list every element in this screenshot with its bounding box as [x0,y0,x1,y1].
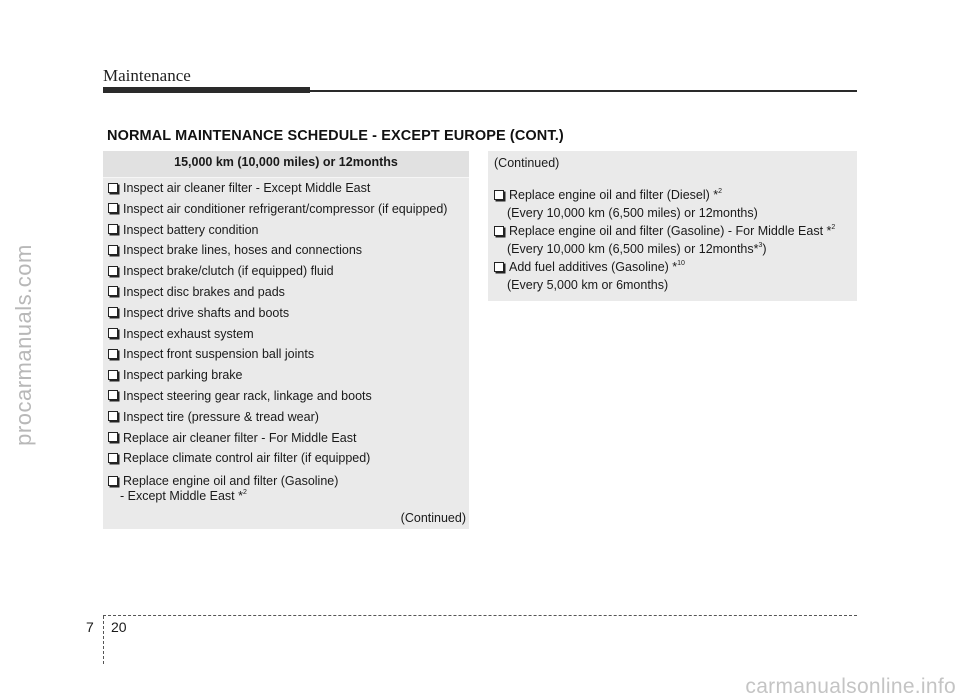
header-rule-thick [103,87,310,93]
checkbox-icon [108,286,118,296]
checklist-item [108,285,469,306]
section-title: NORMAL MAINTENANCE SCHEDULE - EXCEPT EUROPE (CONT.) [107,128,564,144]
checklist-item-text: Inspect air conditioner refrigerant/compressor (if equipped) [123,201,448,216]
checklist-item-text: Inspect disc brakes and pads [123,284,285,299]
checklist-item-text: Inspect steering gear rack, linkage and boots [123,388,372,403]
continued-heading: (Continued) [494,156,560,170]
checklist-item [108,431,469,452]
checklist-item [108,327,469,348]
watermark-brand: carmanualsonline.info [745,675,956,698]
checklist-item-text: Inspect brake/clutch (if equipped) fluid [123,264,334,279]
right-checklist [488,176,857,294]
checkbox-icon [108,245,118,255]
checkbox-icon [108,432,118,442]
watermark-side [0,0,48,700]
footer-rule [103,615,857,616]
checklist-item [108,223,469,244]
subtext: (Every 10,000 km (6,500 miles) or 12months) [507,205,758,220]
checkbox-icon [108,183,118,193]
header-title: Maintenance [103,66,191,85]
checkbox-icon [108,411,118,421]
checkbox-icon [494,190,504,200]
checklist-item-subtext [108,489,469,504]
checkbox-icon [494,262,504,272]
subtext: (Every 5,000 km or 6months) [507,277,669,292]
checklist-item [494,223,857,258]
continued-label: (Continued) [400,511,466,525]
checklist-item [108,243,469,264]
checkbox-icon [108,453,118,463]
checklist-item [108,472,469,504]
right-schedule-panel [488,151,857,301]
checklist-item-subtext [494,205,857,223]
checklist-item [494,259,857,294]
checkbox-icon [108,307,118,317]
checklist-item [108,306,469,327]
subtext: (Every 10,000 km (6,500 miles) or 12months* [507,241,759,256]
checklist-item-text: Inspect brake lines, hoses and connections [123,243,363,258]
footnote-ref: 2 [718,188,723,195]
checklist-item-text: Replace engine oil and filter (Gasoline) - For Middle East * [509,224,832,238]
checklist-item [108,347,469,368]
checklist-item-text: Inspect air cleaner filter - Except Middle East [123,181,371,195]
checklist-item-text: Replace engine oil and filter (Diesel) * [509,188,719,202]
footnote-ref: 2 [242,489,247,497]
left-checklist [103,178,469,504]
checklist-item-text: Inspect parking brake [123,368,243,383]
checklist-item-text: Add fuel additives (Gasoline) * [509,260,678,274]
checkbox-icon [108,328,118,338]
checkbox-icon [108,370,118,380]
chapter-number: 7 [86,619,94,635]
left-schedule-panel [103,151,469,529]
watermark-side-text: procarmanuals.com [11,244,36,446]
checklist-item [108,410,469,431]
checklist-item [108,202,469,223]
checklist-item [494,187,857,222]
checkbox-icon [108,224,118,234]
checklist-item-text: Replace engine oil and filter (Gasoline) [123,474,339,489]
checklist-item [108,451,469,472]
checklist-item [108,181,469,202]
checklist-item [108,389,469,410]
interval-heading: 15,000 km (10,000 miles) or 12months [103,151,469,178]
footer-divider [103,616,104,664]
subtext: - Except Middle East * [120,489,243,504]
footnote-ref: 10 [677,260,685,267]
checklist-item-text: Inspect battery condition [123,222,259,237]
footnote-ref: 2 [831,224,836,231]
checklist-item-text: Inspect tire (pressure & tread wear) [123,409,319,424]
footnote-ref: 3 [758,241,763,249]
checklist-item-text: Inspect front suspension ball joints [123,347,315,362]
checkbox-icon [108,476,118,486]
checklist-item [108,368,469,389]
checklist-item-subtext [494,241,857,259]
checkbox-icon [108,349,118,359]
checkbox-icon [108,390,118,400]
checklist-item [108,264,469,285]
checklist-item-subtext [494,277,857,295]
checkbox-icon [108,203,118,213]
checklist-item-text: Inspect drive shafts and boots [123,305,290,320]
checklist-item-text: Replace climate control air filter (if equipped) [123,451,371,466]
checklist-item-text: Inspect exhaust system [123,326,254,341]
header-rule-thin [310,90,857,92]
checkbox-icon [108,266,118,276]
page-number: 20 [111,619,127,635]
checkbox-icon [494,226,504,236]
subtext-end: ) [762,241,767,256]
checklist-item-text: Replace air cleaner filter - For Middle East [123,430,357,445]
